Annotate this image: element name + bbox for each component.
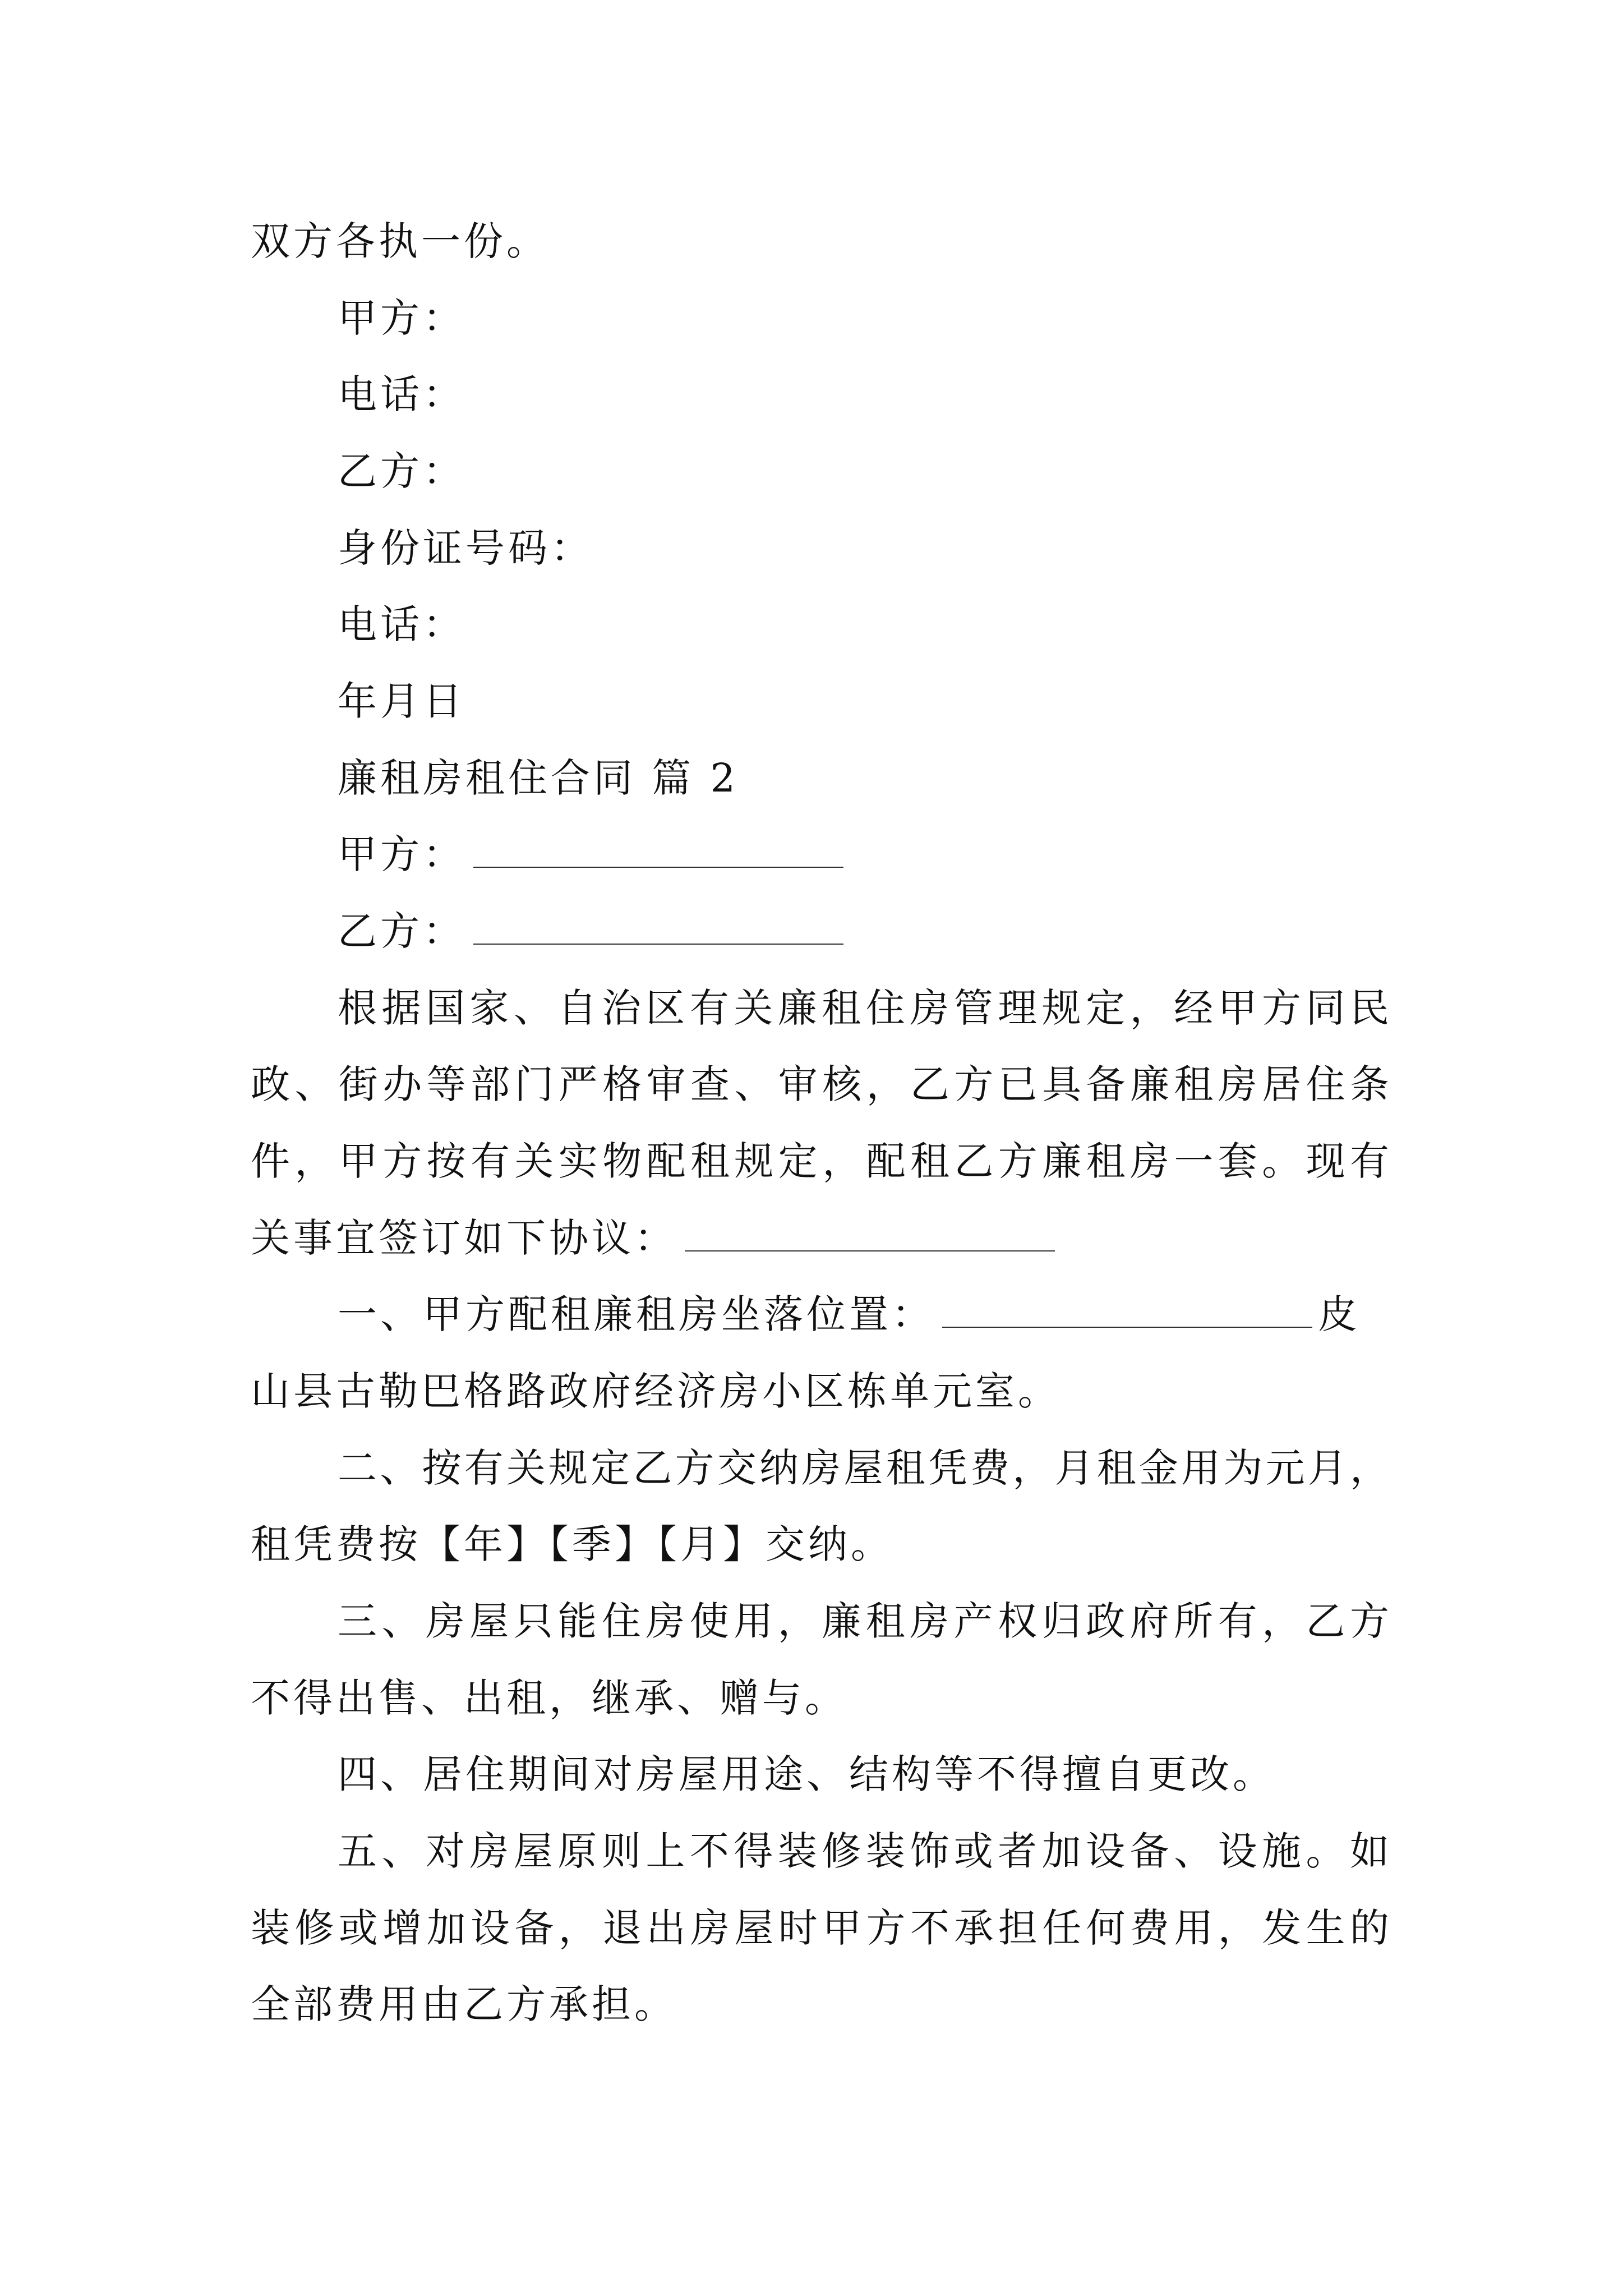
paragraph-line: 装修或增加设备，退出房屋时甲方不承担任何费用，发生的 bbox=[251, 1905, 1389, 1951]
clause-1-text: 一、甲方配租廉租房坐落位置： bbox=[338, 1291, 934, 1337]
paragraph-line: 全部费用由乙方承担。 bbox=[251, 1981, 677, 2027]
clause-4: 四、居住期间对房屋用途、结构等不得擅自更改。 bbox=[338, 1751, 1275, 1797]
id-number-label: 身份证号码： bbox=[338, 525, 593, 571]
clause-5: 五、对房屋原则上不得装修装饰或者加设备、设施。如 bbox=[338, 1828, 1389, 1874]
text-line: 双方各执一份。 bbox=[251, 218, 549, 264]
party-a-label: 甲方： bbox=[338, 295, 465, 341]
paragraph-line: 件，甲方按有关实物配租规定，配租乙方廉租房一套。现有 bbox=[251, 1138, 1389, 1184]
party-b-label: 乙方： bbox=[338, 908, 465, 954]
section-title: 廉租房租住合同 篇 2 bbox=[338, 755, 739, 801]
party-a-field bbox=[338, 832, 849, 877]
clause-2: 二、按有关规定乙方交纳房屋租凭费，月租金用为元月， bbox=[338, 1445, 1389, 1491]
paragraph-line: 不得出售、出租，继承、赠与。 bbox=[251, 1675, 847, 1721]
phone-label: 电话： bbox=[338, 371, 465, 417]
party-b-label: 乙方： bbox=[338, 448, 465, 494]
paragraph-line: 政、街办等部门严格审查、审核，乙方已具备廉租房居住条 bbox=[251, 1061, 1389, 1107]
date-label: 年月日 bbox=[338, 678, 465, 724]
clause-1-tail: 皮 bbox=[1318, 1291, 1361, 1337]
paragraph-line bbox=[251, 1216, 1061, 1260]
clause-1 bbox=[338, 1292, 1361, 1337]
paragraph-line: 租凭费按【年】【季】【月】交纳。 bbox=[251, 1521, 893, 1567]
blank-underline bbox=[473, 910, 843, 945]
paragraph-line: 山县古勒巴格路政府经济房小区栋单元室。 bbox=[251, 1368, 1061, 1414]
party-b-field bbox=[338, 909, 849, 954]
party-a-label: 甲方： bbox=[338, 831, 465, 877]
blank-underline bbox=[685, 1217, 1055, 1251]
phone-label: 电话： bbox=[338, 601, 465, 647]
blank-underline bbox=[942, 1293, 1312, 1328]
clause-3: 三、房屋只能住房使用，廉租房产权归政府所有，乙方 bbox=[338, 1598, 1389, 1644]
paragraph-line: 根据国家、自治区有关廉租住房管理规定，经甲方同民 bbox=[338, 985, 1389, 1031]
blank-underline bbox=[473, 833, 843, 868]
paragraph-text: 关事宜签订如下协议： bbox=[251, 1215, 677, 1261]
